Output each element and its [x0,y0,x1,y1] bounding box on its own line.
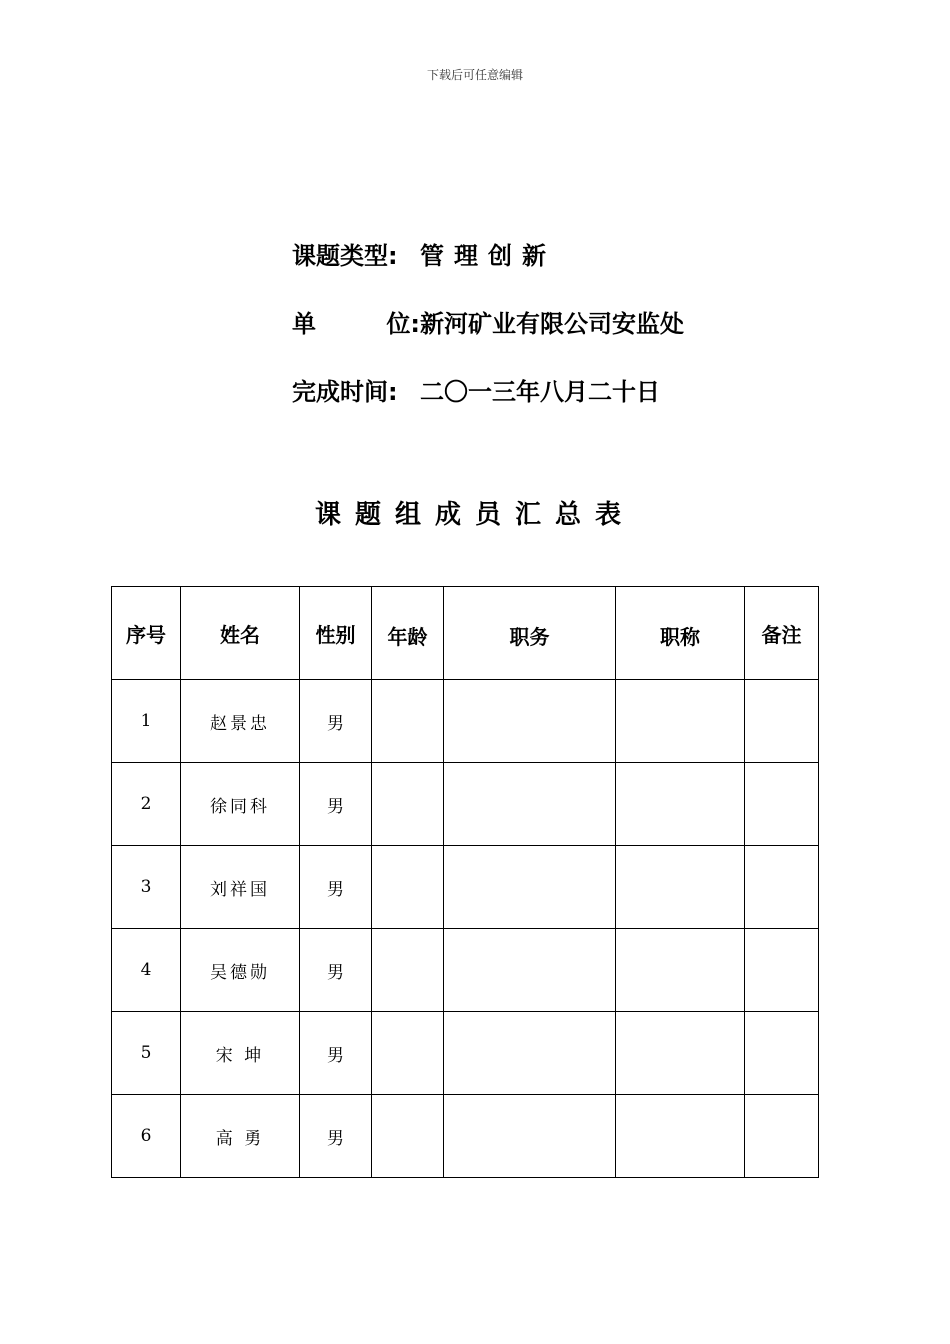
cell-title [616,846,745,929]
table-row [112,763,819,846]
cell-title [616,929,745,1012]
completion-time-line [292,372,684,440]
header-name: 姓名 [181,587,300,680]
cell-no: 2 [112,763,181,846]
cell-duty [444,1012,616,1095]
cell-no: 5 [112,1012,181,1095]
header-duty: 职务 [444,587,616,680]
cell-name: 赵景忠 [181,680,300,763]
table-title: 课题组成员汇总表 [314,500,635,530]
header-note: 备注 [745,587,819,680]
cell-name: 刘祥国 [181,846,300,929]
cell-name: 徐同科 [181,763,300,846]
table-row [112,929,819,1012]
unit-label-second: 位: [386,310,420,338]
cell-title [616,763,745,846]
cell-duty [444,763,616,846]
cell-note [745,1095,819,1178]
cell-title [616,680,745,763]
cell-note [745,680,819,763]
completion-time-value: 二〇一三年八月二十日 [420,378,660,406]
cell-age [372,846,444,929]
table-row [112,680,819,763]
unit-line [292,304,684,372]
cell-note [745,846,819,929]
cell-no: 6 [112,1095,181,1178]
cell-gender: 男 [300,763,372,846]
cell-gender: 男 [300,1095,372,1178]
cell-duty [444,1095,616,1178]
unit-label-first: 单 [292,310,316,338]
cell-name: 吴德勋 [181,929,300,1012]
cell-name: 宋 坤 [181,1012,300,1095]
cell-name: 高 勇 [181,1095,300,1178]
unit-value: 新河矿业有限公司安监处 [420,310,684,338]
members-table [111,586,819,1178]
cell-note [745,929,819,1012]
project-type-value: 管理创新 [420,242,556,270]
header-no: 序号 [112,587,181,680]
completion-time-label: 完成时间: [292,378,398,406]
cell-no: 1 [112,680,181,763]
cell-age [372,1012,444,1095]
cell-duty [444,846,616,929]
unit-label [292,304,420,339]
cell-no: 3 [112,846,181,929]
cell-age [372,1095,444,1178]
cell-no: 4 [112,929,181,1012]
cell-gender: 男 [300,680,372,763]
cell-duty [444,680,616,763]
project-info [292,236,684,440]
cell-age [372,680,444,763]
cell-gender: 男 [300,929,372,1012]
header-title: 职称 [616,587,745,680]
cell-duty [444,929,616,1012]
table-header-row [112,587,819,680]
cell-gender: 男 [300,1012,372,1095]
cell-title [616,1012,745,1095]
table-row [112,846,819,929]
cell-note [745,763,819,846]
project-type-line [292,236,684,304]
table-row [112,1012,819,1095]
cell-title [616,1095,745,1178]
cell-gender: 男 [300,846,372,929]
cell-age [372,763,444,846]
cell-age [372,929,444,1012]
project-type-label: 课题类型: [292,242,398,270]
header-note: 下载后可任意编辑 [426,68,523,82]
table-row [112,1095,819,1178]
cell-note [745,1012,819,1095]
header-gender: 性别 [300,587,372,680]
header-age: 年龄 [372,587,444,680]
